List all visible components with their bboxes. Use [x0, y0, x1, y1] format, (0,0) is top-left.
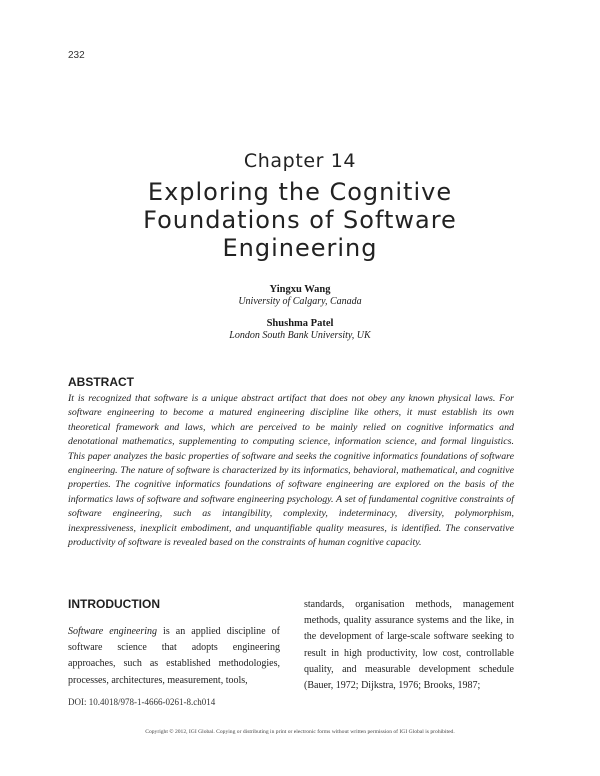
doi-line: DOI: 10.4018/978-1-4666-0261-8.ch014 [68, 697, 216, 707]
author-affiliation: London South Bank University, UK [229, 330, 371, 341]
author-affiliation: University of Calgary, Canada [238, 296, 362, 307]
title-line: Foundations of Software [143, 206, 457, 234]
author-block [0, 284, 600, 307]
chapter-title [0, 178, 600, 262]
body-text: is an applied discipline of software science that adopts engineering approaches, such as established methodologies, processes, architectures, measurement, tools, [68, 626, 280, 686]
introduction-column-1 [68, 624, 280, 689]
emphasized-term: Software engineering [68, 626, 157, 637]
introduction-heading: INTRODUCTION [68, 597, 160, 611]
title-line: Engineering [222, 234, 378, 262]
author-block [0, 318, 600, 341]
title-line: Exploring the Cognitive [147, 178, 453, 206]
author-name: Shushma Patel [266, 318, 334, 329]
introduction-column-2: standards, organisation methods, management methods, quality assurance systems and the like, in the development of large-scale software seeking to result in high productivity, low cost, controllable quality, and measurable development schedule (Bauer, 1972; Dijkstra, 1976; Brooks, 1987; [304, 599, 514, 692]
page-number: 232 [68, 50, 85, 61]
abstract-heading: ABSTRACT [68, 375, 134, 389]
abstract-text: It is recognized that software is a unique abstract artifact that does not obey any known physical laws. For software engineering to become a matured engineering discipline like others, it must establish its own theoretical framework and laws, which are perceived to be mainly relied on cognitive informatics and denotational mathematics, supplementing to computing science, information science, and formal linguistics. This paper analyzes the basic properties of software and seeks the cognitive informatics foundations of software engineering. The nature of software is characterized by its informatics, behavioral, mathematical, and cognitive properties. The cognitive informatics foundations of software engineering are explored on the basis of the informatics laws of software and software engineering psychology. A set of fundamental cognitive constraints of software engineering, such as intangibility, complexity, indeterminacy, diversity, polymorphism, inexpressiveness, inexplicit embodiment, and unquantifiable quality measures, is identified. The conservative productivity of software is revealed based on the constraints of human cognitive capacity. [68, 393, 514, 549]
copyright-notice: Copyright © 2012, IGI Global. Copying or distributing in print or electronic forms without written permission of IGI Global is prohibited. [145, 729, 455, 735]
author-name: Yingxu Wang [269, 284, 331, 295]
chapter-label: Chapter 14 [243, 150, 357, 172]
